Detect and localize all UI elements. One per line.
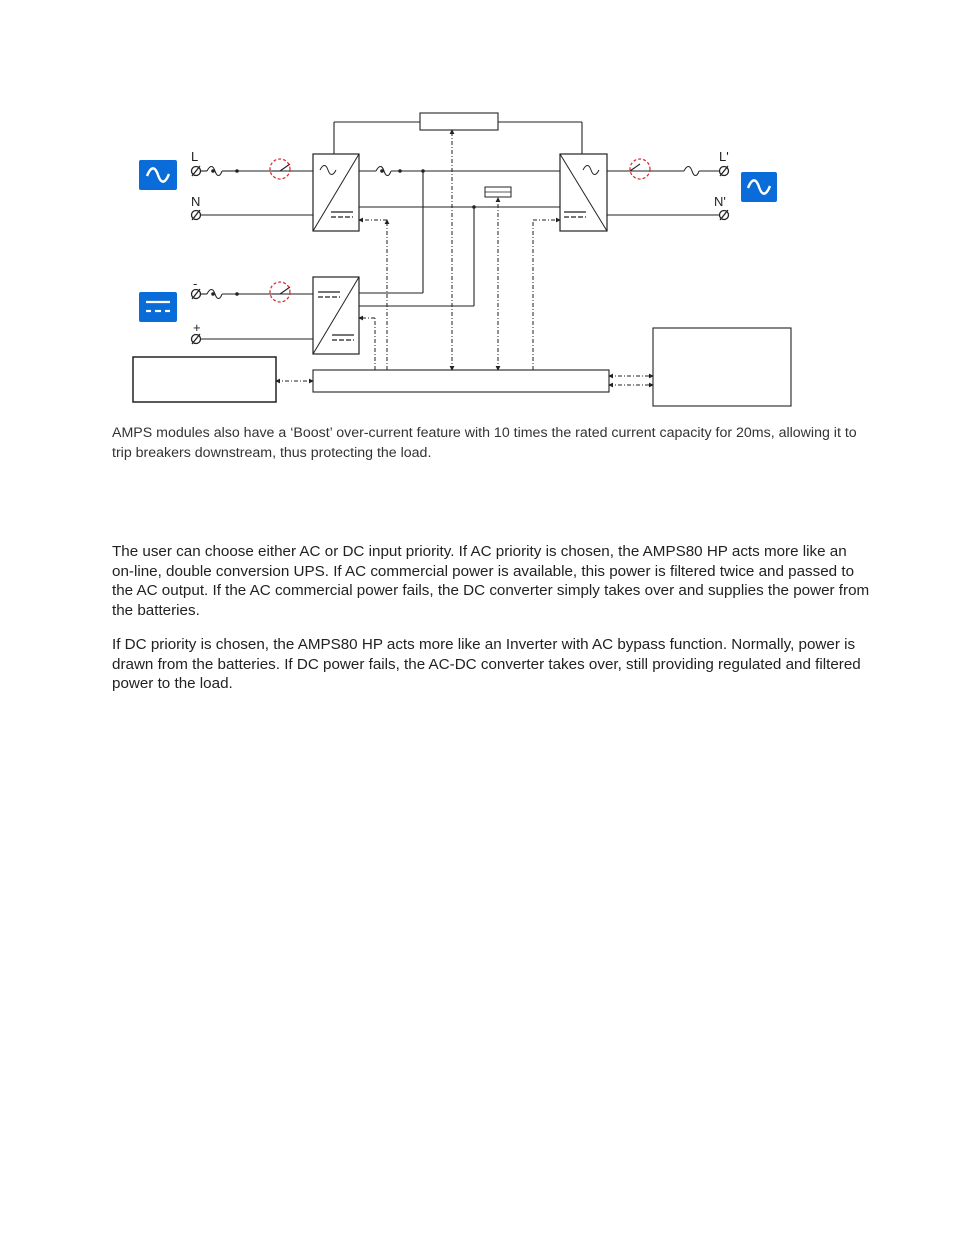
wiring — [201, 122, 719, 339]
bypass-switch-box — [420, 113, 498, 130]
controller-bar — [313, 370, 609, 392]
ac-priority-paragraph: The user can choose either AC or DC input priority. If AC priority is chosen, the AMPS80 HP acts more like an on-line, double conversion UPS. If AC commercial power is available, this power is filtered twice and passed to the AC output. If the AC commercial power fails, the DC converter simply takes over and supplies the power from the batteries. — [112, 543, 870, 619]
terminal-symbols — [192, 166, 729, 344]
converter-icon — [560, 154, 607, 231]
converter-icon — [313, 154, 359, 231]
ac-input-icon — [139, 160, 177, 190]
dc-input-icon — [139, 292, 177, 322]
ac-output-icon — [741, 172, 777, 202]
terminal-label-l: L — [191, 149, 199, 164]
terminal-label-n-out: N' — [714, 194, 726, 209]
terminal-label-l-out: L' — [719, 149, 729, 164]
converter-icon — [313, 277, 359, 354]
breaker-icon — [630, 159, 650, 179]
terminal-label-minus: - — [193, 276, 198, 291]
boost-feature-note: AMPS modules also have a ‘Boost’ over-current feature with 10 times the rated current capacity for 20ms, allowing it to trip breakers downstream, thus protecting the load. — [112, 425, 857, 461]
monitor-box — [133, 357, 276, 402]
terminal-label-plus: + — [193, 320, 201, 335]
fuse-icon — [485, 187, 511, 197]
breaker-icon — [270, 159, 290, 179]
terminal-label-n: N — [191, 194, 201, 209]
dc-priority-paragraph: If DC priority is chosen, the AMPS80 HP acts more like an Inverter with AC bypass function. Normally, power is drawn from the batteries. If DC power fails, the AC-DC converter takes over, still providing regulated and filtered power to the load. — [112, 636, 861, 693]
communication-box — [653, 328, 791, 406]
breaker-icon — [270, 282, 290, 302]
power-flow-diagram — [0, 0, 954, 420]
